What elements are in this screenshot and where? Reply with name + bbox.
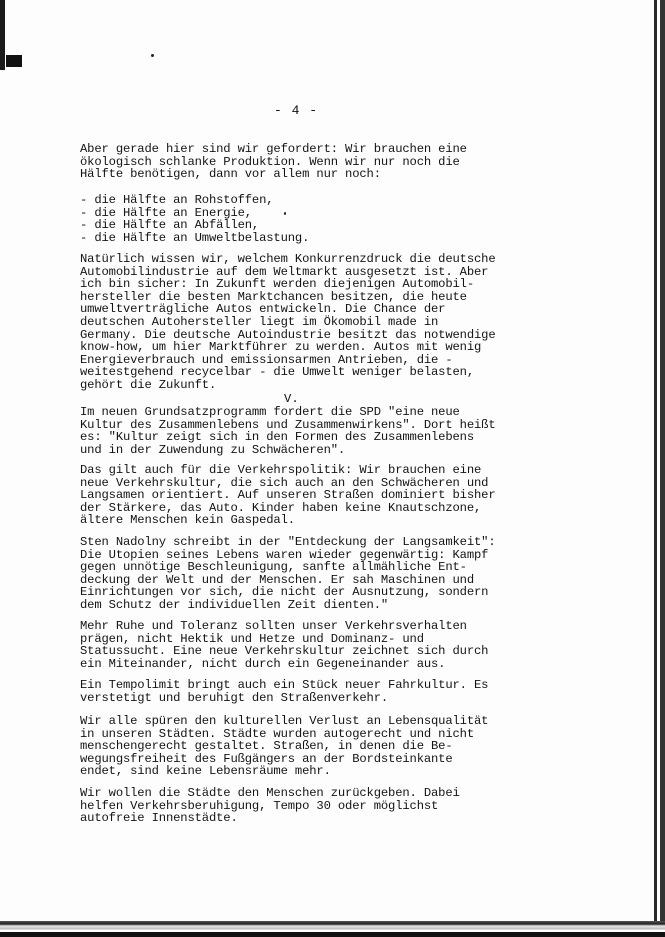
scan-edge-artifact (0, 915, 665, 937)
text-line: Kultur des Zusammenlebens und Zusammenwirkens". Dort heißt (80, 417, 496, 432)
text-line: dem Schutz der individuellen Zeit dienten." (80, 597, 389, 612)
text-line: Das gilt auch für die Verkehrspolitik: Wir brauchen eine (80, 463, 482, 477)
page-number: - 4 - (274, 103, 319, 118)
paragraph (80, 464, 520, 527)
scan-speck (151, 54, 154, 57)
text-line: Die Utopien seines Lebens waren wieder gegenwärtig: Kampf (80, 547, 489, 562)
text-line: - die Hälfte an Rohstoffen, (80, 193, 274, 207)
text-line: know-how, um hier Marktführer zu werden. Autos mit wenig (80, 340, 482, 355)
text-line: Im neuen Grundsatzprogramm fordert die SPD "eine neue (80, 405, 460, 419)
text-line: ältere Menschen kein Gaspedal. (80, 513, 295, 528)
text-line: gehört die Zukunft. (80, 377, 217, 392)
text-line: - die Hälfte an Energie, (80, 205, 252, 220)
text-line: - die Hälfte an Abfällen, (80, 218, 260, 233)
text-line: umweltverträgliche Autos entwickeln. Die Chance der (80, 302, 446, 317)
text-line: prägen, nicht Hektik und Hetze und Dominanz- und (80, 631, 424, 646)
text-line: helfen Verkehrsberuhigung, Tempo 30 oder möglichst (80, 798, 439, 813)
text-line: endet, sind keine Lebensräume mehr. (80, 764, 331, 779)
text-line: Ein Tempolimit bringt auch ein Stück neuer Fahrkultur. Es (80, 678, 489, 692)
paragraph (80, 679, 520, 704)
text-line: Statussucht. Eine neue Verkehrskultur zeichnet sich durch (80, 644, 489, 659)
text-line: Germany. Die deutsche Autoindustrie besitzt das notwendige (80, 327, 496, 342)
text-line: deutschen Autohersteller liegt im Ökomobil made in (80, 314, 439, 329)
text-line: autofreie Innenstädte. (80, 811, 238, 826)
text-line: Sten Nadolny schreibt in der "Entdeckung der Langsamkeit": (80, 535, 496, 549)
text-line: wegungsfreiheit des Fußgängers an der Bordsteinkante (80, 751, 453, 766)
text-line: Aber gerade hier sind wir gefordert: Wir brauchen eine (80, 142, 467, 156)
paragraph (80, 620, 520, 670)
text-line: - die Hälfte an Umweltbelastung. (80, 230, 310, 245)
text-line: Wir alle spüren den kulturellen Verlust an Lebensqualität (80, 714, 489, 728)
text-line: hersteller die besten Marktchancen besitzen, die heute (80, 289, 467, 304)
bullet-list (80, 194, 520, 244)
text-line: neue Verkehrskultur, die sich auch an den Schwächeren und (80, 475, 489, 490)
text-line: menschengerecht gestaltet. Straßen, in denen die Be- (80, 739, 453, 754)
text-line: der Stärkere, das Auto. Kinder haben keine Knautschzone, (80, 500, 482, 515)
text-line: Langsamen orientiert. Auf unseren Straßen dominiert bisher (80, 488, 496, 503)
text-line: Hälfte benötigen, dann vor allem nur noch: (80, 167, 381, 182)
paragraph (80, 715, 520, 778)
text-line: es: "Kultur zeigt sich in den Formen des Zusammenlebens (80, 430, 475, 445)
section-numeral: V. (284, 392, 299, 406)
text-line: und in der Zuwendung zu Schwächeren". (80, 442, 346, 457)
paragraph (80, 787, 520, 825)
text-line: verstetigt und beruhigt den Straßenverkehr. (80, 690, 389, 705)
text-line: Mehr Ruhe und Toleranz sollten unser Verkehrsverhalten (80, 619, 467, 633)
text-line: Natürlich wissen wir, welchem Konkurrenzdruck die deutsche (80, 252, 496, 266)
text-line: weitestgehend recycelbar - die Umwelt weniger belasten, (80, 365, 475, 380)
text-line: in unseren Städten. Städte wurden autogerecht und nicht (80, 726, 475, 741)
text-line: deckung der Welt und der Menschen. Er sah Maschinen und (80, 572, 475, 587)
text-line: ich bin sicher: In Zukunft werden diejenigen Automobil- (80, 277, 475, 292)
text-line: ökologisch schlanke Produktion. Wenn wir nur noch die (80, 154, 460, 169)
paragraph (80, 253, 520, 392)
paragraph (80, 143, 520, 181)
text-line: Wir wollen die Städte den Menschen zurückgeben. Dabei (80, 786, 460, 800)
text-line: ein Miteinander, nicht durch ein Gegeneinander aus. (80, 656, 446, 671)
paragraph (80, 406, 520, 456)
scan-edge-artifact (6, 55, 22, 67)
paragraph (80, 536, 520, 612)
scan-edge-artifact (651, 0, 665, 937)
text-line: Automobilindustrie auf dem Weltmarkt ausgesetzt ist. Aber (80, 264, 489, 279)
text-line: gegen unnötige Beschleunigung, sanfte allmähliche Ent- (80, 560, 467, 575)
text-line: Einrichtungen vor sich, die nicht der Ausnutzung, sondern (80, 585, 489, 600)
text-line: Energieverbrauch und emissionsarmen Antrieben, die - (80, 352, 453, 367)
